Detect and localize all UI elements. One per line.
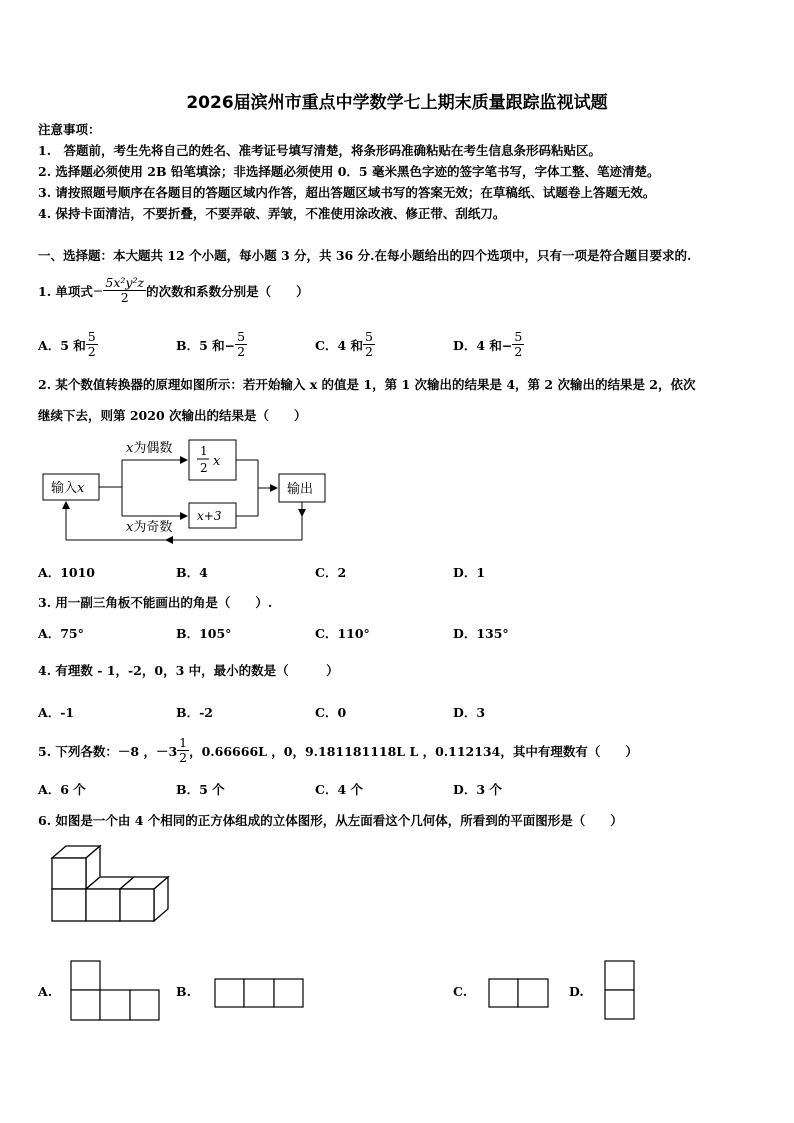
- view-square: [100, 990, 130, 1020]
- view-square: [274, 979, 303, 1007]
- question-4: 4. 有理数 - 1，-2，0，3 中，最小的数是（ ）: [38, 663, 339, 678]
- view-square: [130, 990, 159, 1020]
- question-2-line-2: 继续下去，则第 2020 次输出的结果是（ ）: [38, 408, 307, 423]
- question-1-monomial-denominator: 2: [120, 290, 129, 305]
- option-label: C．4 和: [315, 337, 363, 353]
- option-fraction: [363, 330, 375, 359]
- question-1-suffix: 的次数和系数分别是（ ）: [146, 283, 309, 299]
- q2-option-b[interactable]: B．4: [176, 565, 208, 580]
- number-converter-diagram: [38, 436, 338, 548]
- q6-option-d-figure[interactable]: [604, 960, 636, 1022]
- q6-option-a-figure[interactable]: [70, 960, 162, 1022]
- q4-option-b[interactable]: B．-2: [176, 705, 213, 720]
- notice-item-4: 4. 保持卡面清洁，不要折叠，不要弄破、弄皱，不准使用涂改液、修正带、刮纸刀。: [38, 206, 506, 221]
- plus3-label: x+3: [197, 509, 222, 523]
- view-square: [71, 990, 100, 1020]
- fraction-numerator: 1: [179, 735, 188, 750]
- half-denominator: 2: [200, 461, 208, 475]
- q1-option-c[interactable]: [315, 330, 375, 359]
- cube-solid-figure: [48, 843, 173, 925]
- question-5: [38, 736, 638, 765]
- cube-front-face: [52, 858, 86, 889]
- view-square: [605, 961, 634, 990]
- fraction-numerator: 5: [87, 329, 96, 344]
- fraction-numerator: 5: [514, 329, 523, 344]
- option-fraction: [235, 330, 247, 359]
- notice-item-3: 3. 请按照题号顺序在各题目的答题区域内作答，超出答题区域书写的答案无效；在草稿纸、试题卷上答题无效。: [38, 185, 656, 200]
- q5-option-c[interactable]: C．4 个: [315, 782, 363, 797]
- q5-option-b[interactable]: B．5 个: [176, 782, 225, 797]
- q3-option-a[interactable]: A．75°: [38, 626, 84, 641]
- option-label: B．5 和−: [176, 337, 236, 353]
- q3-option-b[interactable]: B．105°: [176, 626, 232, 641]
- q1-option-b[interactable]: [176, 330, 247, 359]
- question-1-sign: −: [92, 283, 104, 298]
- fraction-numerator: 5: [365, 329, 373, 344]
- notice-heading: 注意事项：: [38, 122, 101, 137]
- option-label: A．5 和: [38, 337, 86, 353]
- notice-item-1: 1. 答题前，考生先将自己的姓名、准考证号填写清楚，将条形码准确粘贴在考生信息条形码粘贴区。: [38, 143, 602, 158]
- question-1-monomial-numerator: 5x²y²z: [105, 275, 145, 290]
- view-square: [518, 979, 548, 1007]
- fraction-denominator: 2: [179, 750, 188, 765]
- question-5-prefix: 5. 下列各数：－8 ，－3: [38, 743, 178, 759]
- q2-option-a[interactable]: A．1010: [38, 565, 95, 580]
- question-5-suffix: ，0.66666L ，0，9.181181118L L ，0.112134，其中有理数有（ ）: [189, 743, 638, 759]
- q6-option-a-label[interactable]: A.: [38, 984, 53, 999]
- fraction-numerator: 5: [237, 329, 246, 344]
- q4-option-c[interactable]: C．0: [315, 705, 347, 720]
- view-square: [244, 979, 274, 1007]
- fraction-denominator: 2: [514, 344, 523, 359]
- option-fraction: [512, 330, 524, 359]
- q1-option-d[interactable]: [453, 330, 524, 359]
- fraction-denominator: 2: [87, 344, 96, 359]
- view-square: [71, 961, 100, 990]
- question-2-line-1: 2. 某个数值转换器的原理如图所示：若开始输入 x 的值是 1，第 1 次输出的结果是 4，第 2 次输出的结果是 2，依次: [38, 377, 696, 392]
- question-3: 3. 用一副三角板不能画出的角是（ ）.: [38, 595, 273, 610]
- q6-option-b-label[interactable]: B.: [176, 984, 191, 999]
- section-heading: 一、选择题：本大题共 12 个小题，每小题 3 分，共 36 分.在每小题给出的四个选项中，只有一项是符合题目要求的.: [38, 248, 692, 263]
- half-numerator: 1: [200, 444, 208, 458]
- cube-front-face: [52, 889, 86, 921]
- question-1-monomial: [103, 276, 146, 305]
- q4-option-d[interactable]: D．3: [453, 705, 486, 720]
- q1-option-a[interactable]: [38, 330, 98, 359]
- question-1: [38, 276, 309, 305]
- q3-option-d[interactable]: D．135°: [453, 626, 509, 641]
- view-square: [489, 979, 518, 1007]
- q4-option-a[interactable]: A．-1: [38, 705, 75, 720]
- question-1-prefix: 1. 单项式: [38, 283, 93, 299]
- option-fraction: [86, 330, 98, 359]
- q5-option-a[interactable]: A．6 个: [38, 782, 86, 797]
- option-label: D．4 和−: [453, 337, 513, 353]
- q6-option-c-label[interactable]: C.: [453, 984, 468, 999]
- cube-front-face: [86, 889, 120, 921]
- input-label: 输入x: [51, 481, 85, 496]
- page-title: 2026届滨州市重点中学数学七上期末质量跟踪监视试题: [186, 93, 608, 113]
- half-variable: x: [213, 454, 221, 469]
- q2-option-d[interactable]: D．1: [453, 565, 486, 580]
- even-label: x为偶数: [126, 441, 173, 456]
- notice-item-2: 2. 选择题必须使用 2B 铅笔填涂；非选择题必须使用 0．5 毫米黑色字迹的签字笔书写，字体工整、笔迹清楚。: [38, 164, 660, 179]
- q6-option-b-figure[interactable]: [214, 978, 306, 1010]
- q5-option-d[interactable]: D．3 个: [453, 782, 502, 797]
- fraction-denominator: 2: [365, 344, 373, 359]
- question-6: 6. 如图是一个由 4 个相同的正方体组成的立体图形，从左面看这个几何体，所看到的平面图形是（ ）: [38, 813, 623, 828]
- output-label: 输出: [287, 482, 314, 497]
- view-square: [215, 979, 244, 1007]
- question-5-fraction: [177, 736, 189, 765]
- q2-option-c[interactable]: C．2: [315, 565, 347, 580]
- q6-option-c-figure[interactable]: [488, 978, 551, 1010]
- cube-front-face: [120, 889, 154, 921]
- q3-option-c[interactable]: C．110°: [315, 626, 370, 641]
- q6-option-d-label[interactable]: D.: [569, 984, 584, 999]
- fraction-denominator: 2: [237, 344, 246, 359]
- odd-label: x为奇数: [126, 520, 173, 535]
- view-square: [605, 990, 634, 1019]
